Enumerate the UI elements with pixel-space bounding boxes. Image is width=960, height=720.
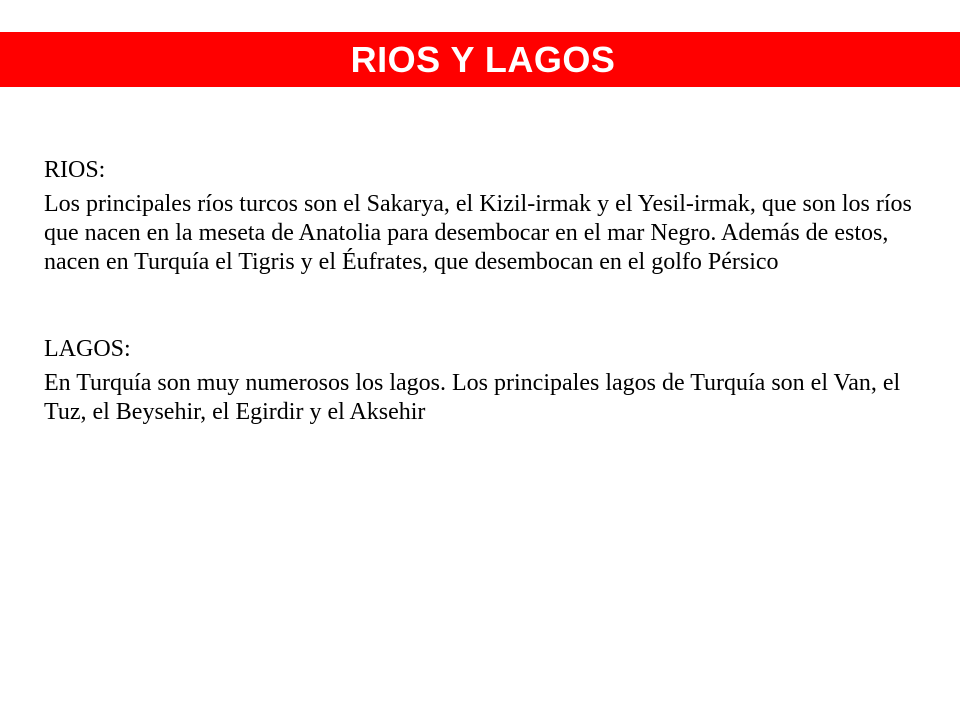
lagos-body: En Turquía son muy numerosos los lagos. Los principales lagos de Turquía son el Van, el Tuz, el Beysehir, el Egirdir y el Aksehir xyxy=(44,370,901,425)
title-bar xyxy=(0,32,960,87)
section-spacer xyxy=(44,277,934,335)
lagos-heading: LAGOS: xyxy=(44,336,131,362)
slide-content xyxy=(44,156,934,427)
rios-body: Los principales ríos turcos son el Sakarya, el Kizil-irmak y el Yesil-irmak, que son los ríos que nacen en la meseta de Anatolia para desembocar en el mar Negro. Además de estos, nacen en Turquía el Tigris y el Éufrates, que desembocan en el golfo Pérsico xyxy=(44,191,912,275)
rios-section xyxy=(44,156,934,277)
rios-heading: RIOS: xyxy=(44,157,106,183)
lagos-section xyxy=(44,335,934,427)
slide-title: RIOS Y LAGOS xyxy=(350,38,616,80)
